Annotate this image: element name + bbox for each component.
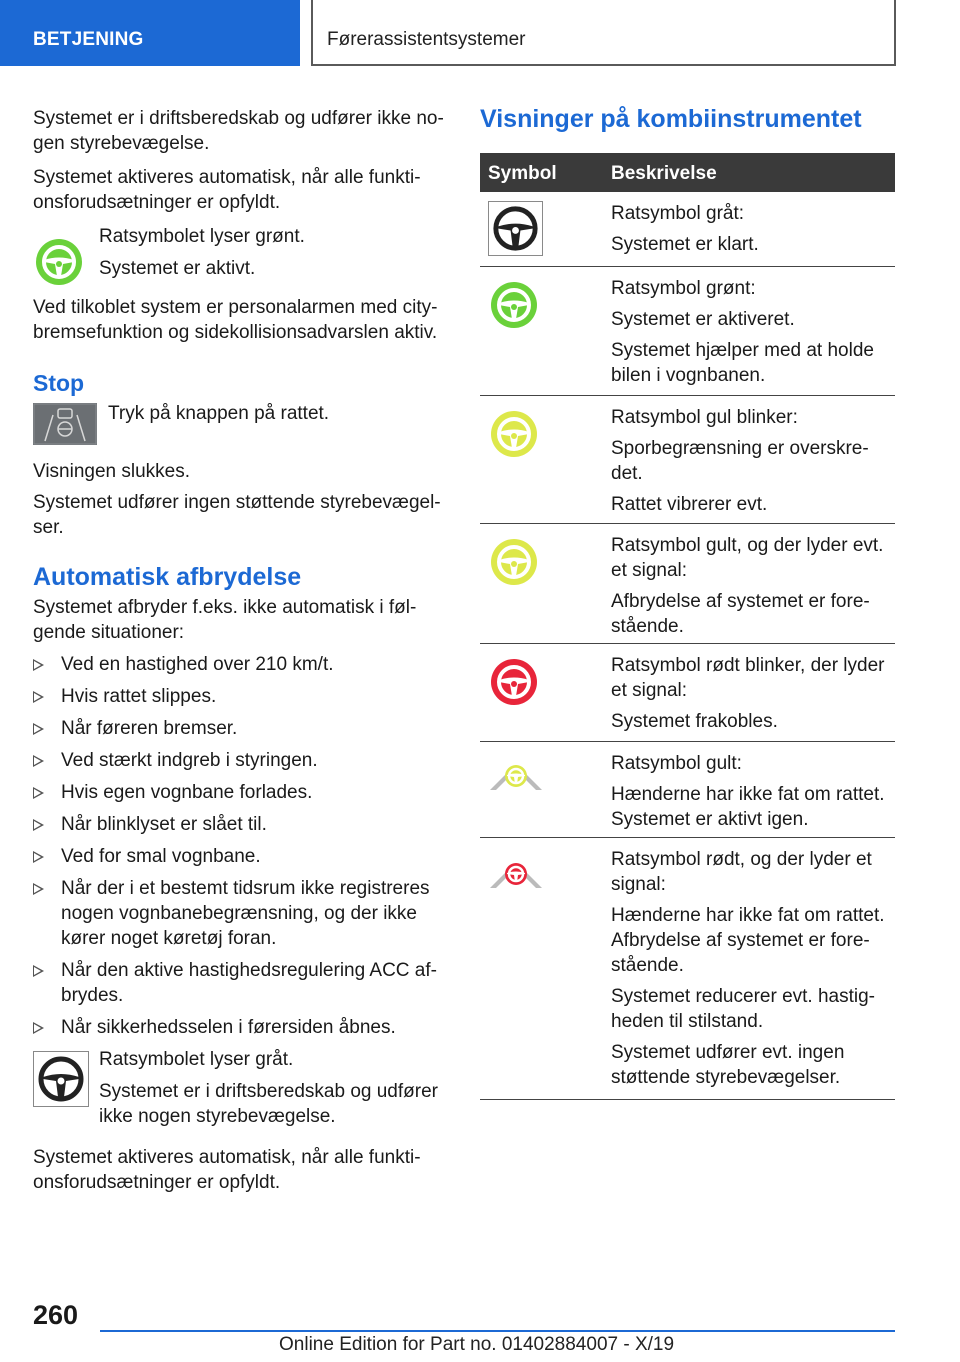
row-desc-line: Ratsymbol gråt: [611, 203, 745, 224]
table-header [480, 153, 895, 192]
footer-divider [100, 1330, 895, 1332]
row-desc-line: Ratsymbol gult: [611, 753, 742, 774]
row-desc-line: Ratsymbol rødt blinker, der lyder et signal: [611, 655, 885, 701]
row-desc-line: Ratsymbol grønt: [611, 278, 756, 299]
table-row [480, 396, 895, 524]
steering-wheel-green-icon [488, 279, 540, 331]
paragraph-auto-activate: Systemet aktiveres automatisk, når alle funkti-onsforudsætninger er opfyldt. [33, 167, 421, 213]
grey-line-2: Systemet er i driftsberedskab og udfører ikke nogen styrebevægelse. [99, 1081, 438, 1127]
row-desc-line: Systemet udfører evt. ingen støttende styrebevægelser. [611, 1042, 845, 1088]
header-chapter-box [311, 0, 896, 66]
row-desc-line: Ratsymbol gult, og der lyder evt. et signal: [611, 535, 884, 581]
steering-wheel-red-icon [488, 656, 540, 708]
table-row [480, 742, 895, 838]
row-desc-line: Systemet frakobles. [611, 711, 778, 732]
list-item: Ved stærkt indgreb i styringen. [33, 748, 448, 773]
paragraph-display-off: Visningen slukkes. [33, 461, 191, 482]
heading-auto-disconnect: Automatisk afbrydelse [33, 563, 302, 591]
steering-wheel-green-icon [33, 236, 85, 288]
heading-displays: Visninger på kombiinstrumentet [480, 105, 862, 133]
heading-stop: Stop [33, 370, 85, 396]
hands-off-red-icon [488, 856, 544, 892]
page-number: 260 [33, 1300, 79, 1330]
table-row [480, 838, 895, 1100]
table-row [480, 644, 895, 742]
table-row [480, 267, 895, 396]
stop-button-row [33, 401, 448, 451]
paragraph-standby: Systemet er i driftsberedskab og udfører ikke no-gen styrebevægelse. [33, 108, 444, 154]
list-item: Når der i et bestemt tidsrum ikke registreres nogen vognbanebegrænsning, og der ikke kører noget køretøj foran. [33, 876, 448, 951]
list-item: Ved for smal vognbane. [33, 844, 448, 869]
col-symbol: Symbol [488, 163, 557, 184]
row-desc-line: Sporbegrænsning er overskre-det. [611, 438, 869, 484]
list-item: Ved en hastighed over 210 km/t. [33, 652, 448, 677]
paragraph-city-brake: Ved tilkoblet system er personalarmen med city-bremsefunktion og sidekollisionsadvarslen aktiv. [33, 297, 438, 343]
header-section-tab [0, 0, 300, 66]
paragraph-no-steering: Systemet udfører ingen støttende styrebevægel-ser. [33, 492, 441, 538]
grey-symbol-row [33, 1047, 448, 1137]
row-desc-line: Hænderne har ikke fat om rattet. Systemet er aktivt igen. [611, 784, 885, 830]
row-desc-line: Rattet vibrerer evt. [611, 494, 768, 515]
steering-wheel-grey-icon [33, 1051, 89, 1107]
list-item: Hvis egen vognbane forlades. [33, 780, 448, 805]
green-line-2: Systemet er aktivt. [99, 258, 256, 279]
row-desc-line: Afbrydelse af systemet er fore-stående. [611, 591, 870, 637]
row-desc-line: Hænderne har ikke fat om rattet. Afbrydelse af systemet er fore-stående. [611, 905, 885, 976]
row-desc-line: Systemet er klart. [611, 234, 759, 255]
left-column [33, 106, 448, 1204]
paragraph-auto-intro: Systemet afbryder f.eks. ikke automatisk i føl-gende situationer: [33, 597, 417, 643]
list-item: Når føreren bremser. [33, 716, 448, 741]
hands-off-yellow-icon [488, 758, 544, 794]
row-desc-line: Ratsymbol gul blinker: [611, 407, 798, 428]
stop-text: Tryk på knappen på rattet. [108, 403, 330, 424]
row-desc-line: Systemet er aktiveret. [611, 309, 795, 330]
steering-wheel-grey-icon [488, 201, 543, 256]
table-row [480, 524, 895, 644]
steering-wheel-yellow-icon [488, 536, 540, 588]
header-chapter-label: Førerassistentsystemer [327, 29, 526, 50]
green-line-1: Ratsymbolet lyser grønt. [99, 226, 305, 247]
steering-wheel-yellow-icon [488, 408, 540, 460]
grey-line-1: Ratsymbolet lyser gråt. [99, 1049, 294, 1070]
paragraph-auto-activate-2: Systemet aktiveres automatisk, når alle funkti-onsforudsætninger er opfyldt. [33, 1147, 421, 1193]
row-desc-line: Systemet reducerer evt. hastig-heden til stilstand. [611, 986, 875, 1032]
row-desc-line: Systemet hjælper med at holde bilen i vognbanen. [611, 340, 874, 386]
situation-list [33, 652, 448, 1040]
table-row [480, 192, 895, 267]
col-description: Beskrivelse [611, 163, 717, 184]
header-section-label: BETJENING [33, 29, 144, 50]
footer-edition: Online Edition for Part no. 01402884007 - X/19 [279, 1334, 675, 1355]
symbol-table [480, 153, 895, 1100]
list-item: Når den aktive hastighedsregulering ACC af-brydes. [33, 958, 448, 1008]
list-item: Når sikkerhedsselen i førersiden åbnes. [33, 1015, 448, 1040]
green-symbol-row [33, 224, 448, 286]
list-item: Hvis rattet slippes. [33, 684, 448, 709]
lane-assist-button-icon [33, 403, 97, 445]
row-desc-line: Ratsymbol rødt, og der lyder et signal: [611, 849, 872, 895]
list-item: Når blinklyset er slået til. [33, 812, 448, 837]
